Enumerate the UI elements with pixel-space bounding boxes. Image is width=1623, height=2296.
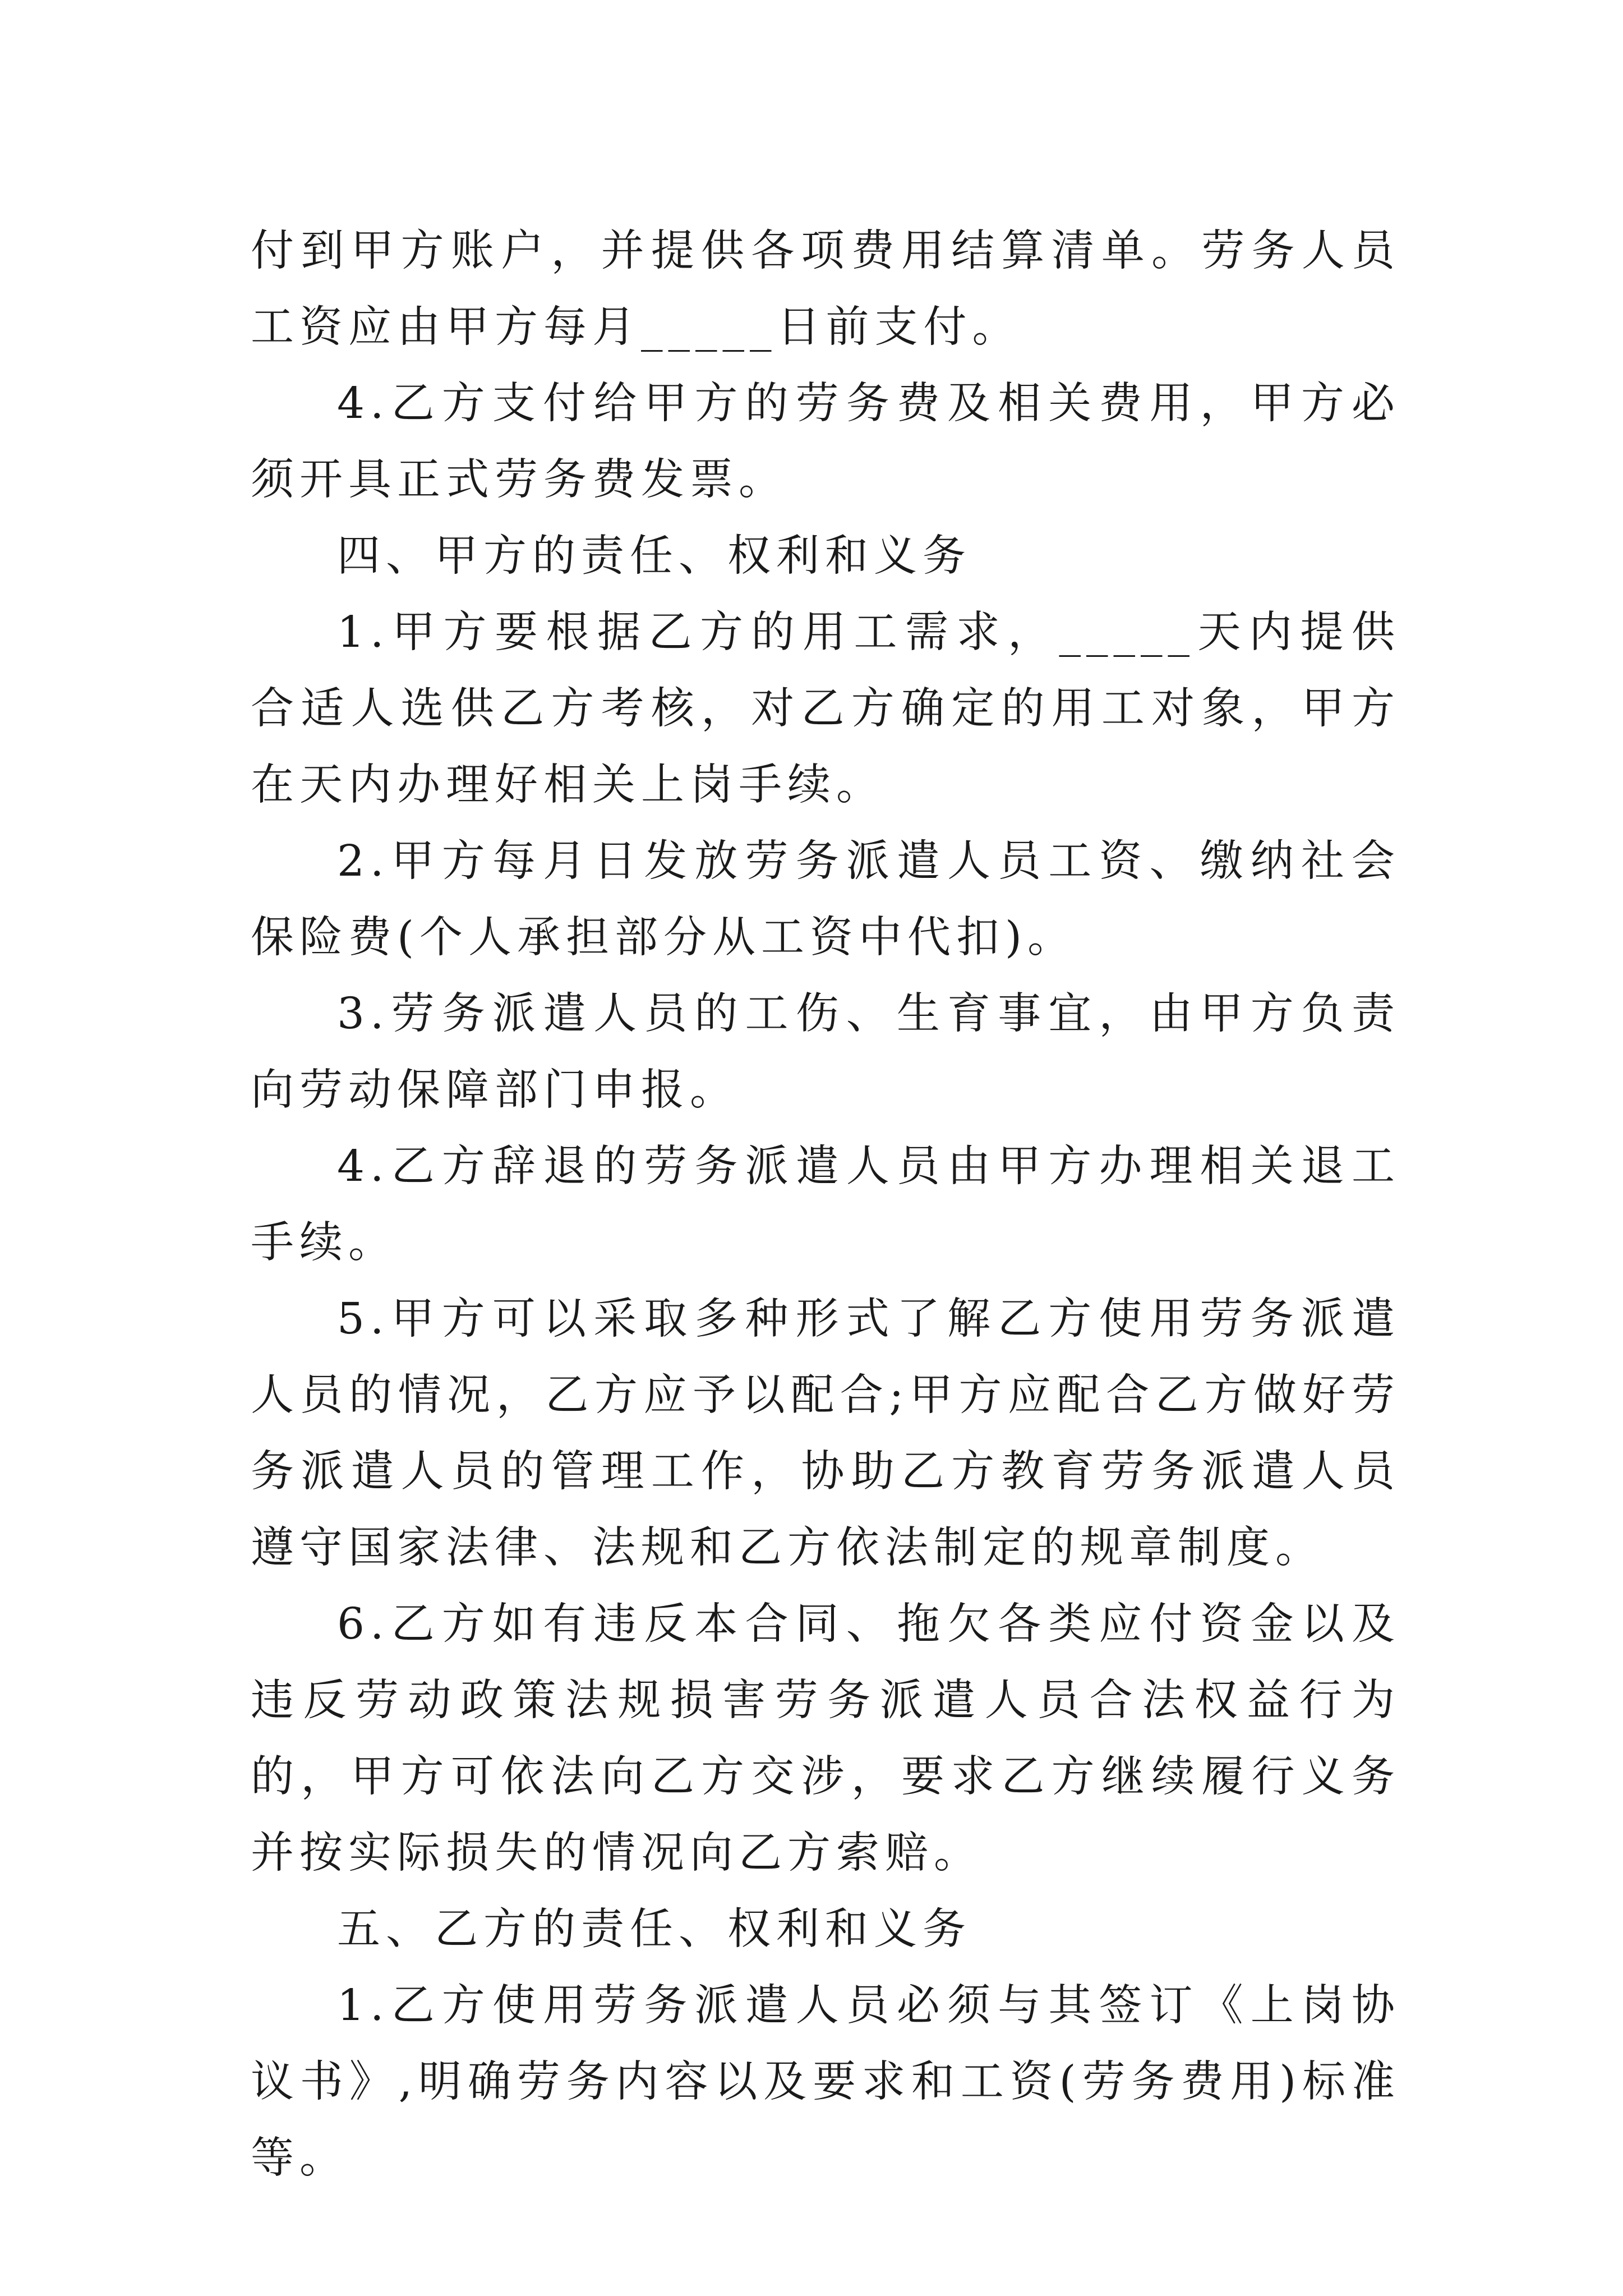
paragraph-a-clause-4: 4.乙方辞退的劳务派遣人员由甲方办理相关退工手续。 [251,1142,1400,1268]
paragraph-a-clause-2: 2.甲方每月日发放劳务派遣人员工资、缴纳社会保险费(个人承担部分从工资中代扣)。 [251,836,1400,963]
paragraph-a-clause-5: 5.甲方可以采取多种形式了解乙方使用劳务派遣人员的情况，乙方应予以配合;甲方应配合乙方做好劳务派遣人员的管理工作，协助乙方教育劳务派遣人员遵守国家法律、法规和乙方依法制定的规章制度。 [251,1294,1400,1573]
paragraph-a-clause-6: 6.乙方如有违反本合同、拖欠各类应付资金以及违反劳动政策法规损害劳务派遣人员合法权益行为的，甲方可依法向乙方交涉，要求乙方继续履行义务并按实际损失的情况向乙方索赔。 [251,1599,1400,1878]
paragraph-a-clause-1: 1.甲方要根据乙方的用工需求，_____天内提供合适人选供乙方考核，对乙方确定的用工对象，甲方在天内办理好相关上岗手续。 [251,608,1400,810]
document-body [251,213,1400,2197]
section-heading-party-a-duties: 四、甲方的责任、权利和义务 [337,531,971,581]
paragraph-payment-continued: 付到甲方账户，并提供各项费用结算清单。劳务人员工资应由甲方每月_____日前支付。 [251,226,1400,352]
section-heading-party-b-duties: 五、乙方的责任、权利和义务 [337,1904,971,1954]
paragraph-b-clause-1: 1.乙方使用劳务派遣人员必须与其签订《上岗协议书》,明确劳务内容以及要求和工资(劳务费用)标准等。 [251,1981,1400,2183]
paragraph-a-clause-3: 3.劳务派遣人员的工伤、生育事宜，由甲方负责向劳动保障部门申报。 [251,989,1400,1115]
paragraph-invoice-clause: 4.乙方支付给甲方的劳务费及相关费用，甲方必须开具正式劳务费发票。 [251,379,1400,505]
